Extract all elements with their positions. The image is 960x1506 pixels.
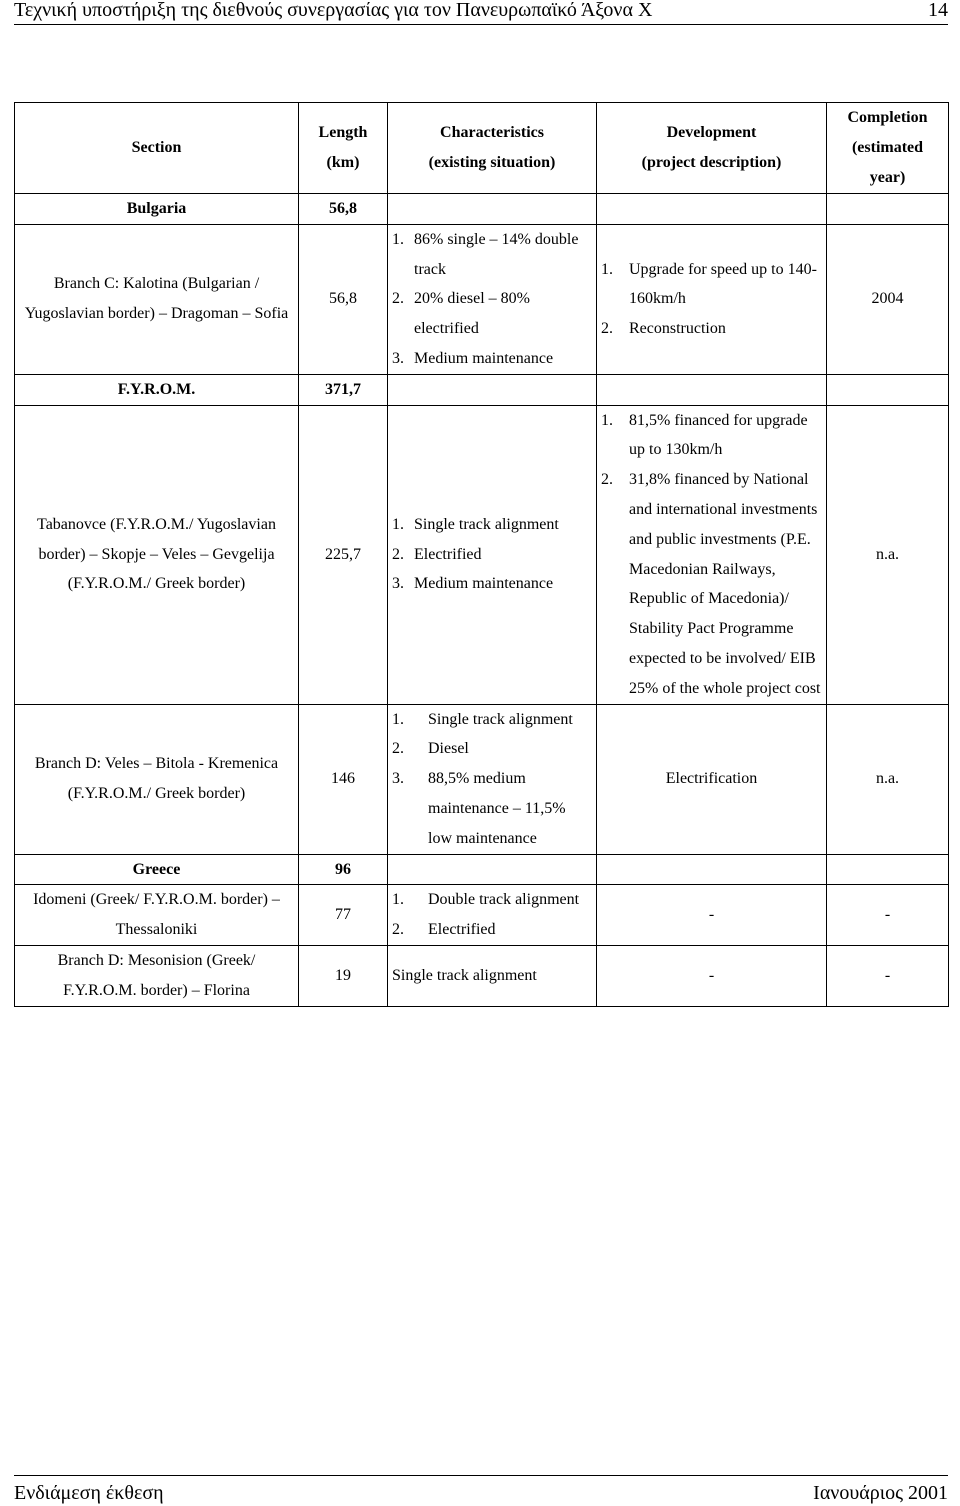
country-length: 371,7	[299, 374, 388, 405]
section-length: 146	[299, 704, 388, 854]
header-characteristics: Characteristics (existing situation)	[388, 103, 597, 194]
page-footer	[14, 1475, 948, 1506]
header-length: Length (km)	[299, 103, 388, 194]
characteristics-list	[388, 704, 597, 854]
list-item: 1. Double track alignment	[392, 891, 580, 909]
country-row-greece	[15, 854, 949, 885]
list-item: 2. Reconstruction	[601, 320, 726, 338]
country-row-fyrom	[15, 374, 949, 405]
section-length: 56,8	[299, 224, 388, 374]
development-text: -	[597, 945, 827, 1006]
list-item: 3. Medium maintenance	[392, 575, 554, 593]
list-item: 2. Electrified	[392, 545, 482, 563]
characteristics-list	[388, 885, 597, 946]
characteristics-list	[388, 224, 597, 374]
list-item: 1. 86% single – 14% double track	[392, 230, 579, 278]
country-length: 96	[299, 854, 388, 885]
characteristics-list	[388, 405, 597, 704]
development-list	[597, 224, 827, 374]
header-development: Development (project description)	[597, 103, 827, 194]
list-item: 2. Diesel	[392, 740, 469, 758]
section-length: 19	[299, 945, 388, 1006]
country-name: F.Y.R.O.M.	[15, 374, 299, 405]
footer-report-name: Ενδιάμεση έκθεση	[14, 1482, 164, 1504]
header-title: Τεχνική υποστήριξη της διεθνούς συνεργασίας για τον Πανευρωπαϊκό Άξονα Χ	[14, 0, 653, 21]
list-item: 3. Medium maintenance	[392, 349, 554, 367]
railway-sections-table	[14, 102, 949, 1007]
completion-year: -	[827, 945, 949, 1006]
header-completion: Completion (estimated year)	[827, 103, 949, 194]
list-item: 2. 20% diesel – 80% electrified	[392, 290, 530, 338]
section-name: Idomeni (Greek/ F.Y.R.O.M. border) – Thessaloniki	[15, 885, 299, 946]
table-row	[15, 885, 949, 946]
section-name: Branch C: Kalotina (Bulgarian / Yugoslavian border) – Dragoman – Sofia	[15, 224, 299, 374]
table-row	[15, 945, 949, 1006]
table-row	[15, 704, 949, 854]
list-item: 1. 81,5% financed for upgrade up to 130km/h	[601, 411, 808, 459]
country-name: Bulgaria	[15, 194, 299, 225]
list-item: 1. Single track alignment	[392, 710, 573, 728]
completion-year: n.a.	[827, 405, 949, 704]
page-number: 14	[928, 0, 948, 21]
list-item: 2. Electrified	[392, 921, 496, 939]
development-text: -	[597, 885, 827, 946]
list-item: 2. 31,8% financed by National and international investments and public investments (P.E. Macedonian Railways, Republic of Macedonia)/ Stability Pact Programme expected to be involved/ EIB 25% of the whole project cost	[601, 471, 821, 697]
section-length: 225,7	[299, 405, 388, 704]
footer-date: Ιανουάριος 2001	[813, 1482, 948, 1504]
list-item: 1. Single track alignment	[392, 515, 559, 533]
completion-year: 2004	[827, 224, 949, 374]
header-section: Section	[15, 103, 299, 194]
table-row	[15, 405, 949, 704]
table-header-row	[15, 103, 949, 194]
country-length: 56,8	[299, 194, 388, 225]
section-length: 77	[299, 885, 388, 946]
list-item: 3. 88,5% medium maintenance – 11,5% low maintenance	[392, 770, 566, 847]
section-name: Branch D: Veles – Bitola - Kremenica (F.Y.R.O.M./ Greek border)	[15, 704, 299, 854]
section-name: Tabanovce (F.Y.R.O.M./ Yugoslavian border) – Skopje – Veles – Gevgelija (F.Y.R.O.M./ Greek border)	[15, 405, 299, 704]
list-item: 1. Upgrade for speed up to 140-160km/h	[601, 260, 817, 308]
completion-year: n.a.	[827, 704, 949, 854]
development-list	[597, 405, 827, 704]
country-row-bulgaria	[15, 194, 949, 225]
development-text: Electrification	[597, 704, 827, 854]
page-header	[14, 0, 948, 25]
table-row	[15, 224, 949, 374]
section-name: Branch D: Mesonision (Greek/ F.Y.R.O.M. border) – Florina	[15, 945, 299, 1006]
characteristics-text: Single track alignment	[388, 945, 597, 1006]
completion-year: -	[827, 885, 949, 946]
country-name: Greece	[15, 854, 299, 885]
